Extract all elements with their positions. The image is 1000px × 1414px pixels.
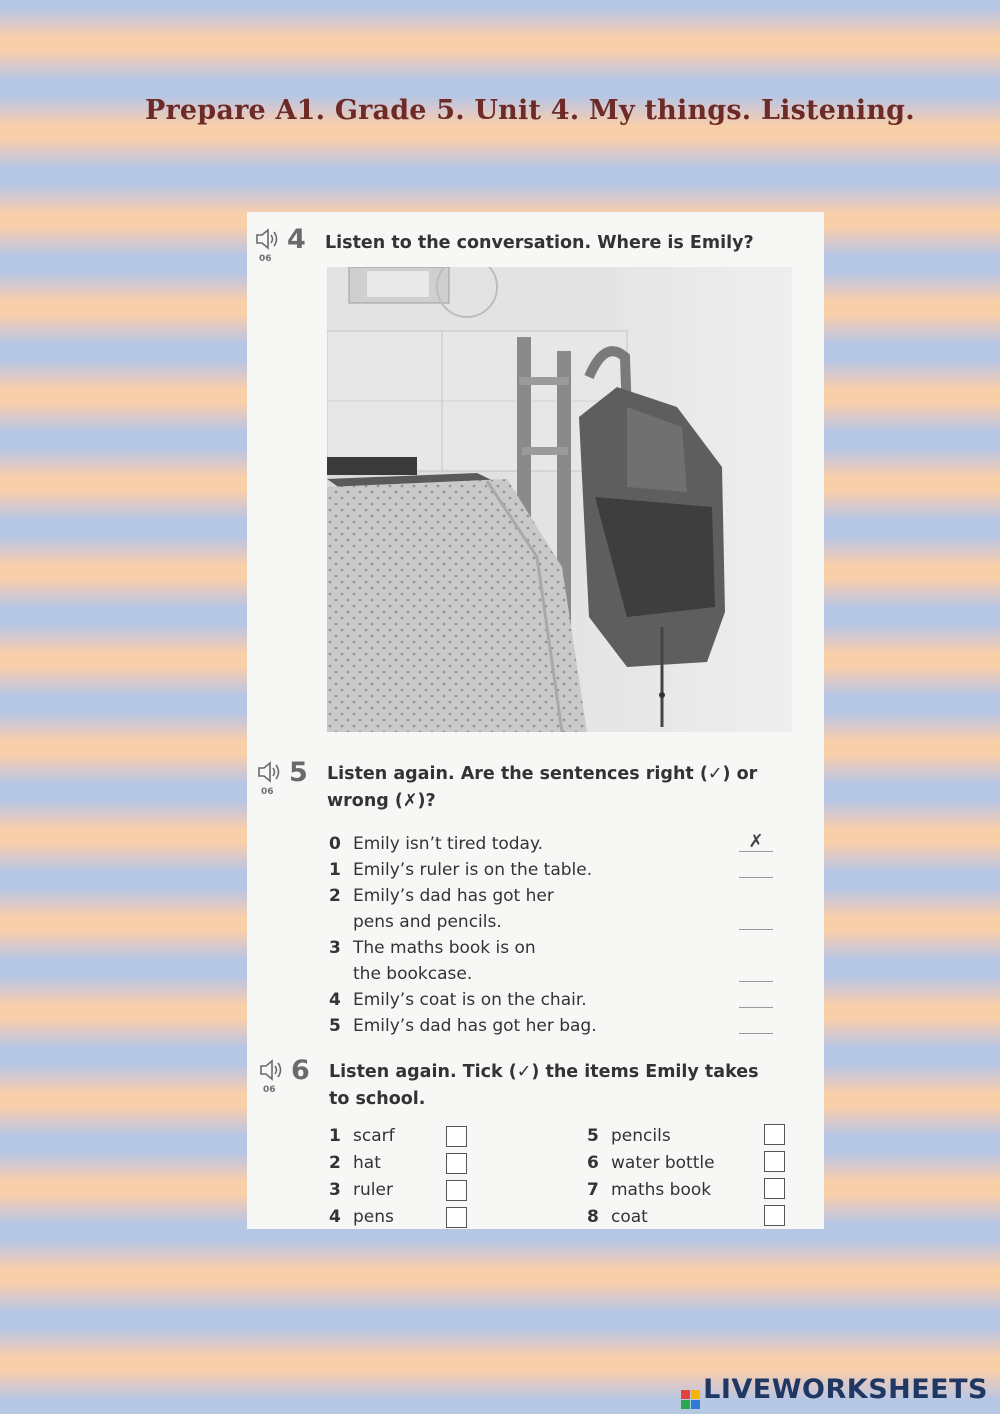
answer-blank[interactable] (739, 857, 773, 878)
list-item-continued: pens and pencils. (353, 912, 502, 932)
speaker-icon[interactable] (255, 228, 281, 262)
list-item: 1 Emily’s ruler is on the table. (329, 860, 593, 880)
list-item: 8 coat (587, 1207, 648, 1227)
speaker-icon[interactable] (259, 1059, 285, 1093)
track-number: 06 (263, 1085, 276, 1095)
exercise-number: 5 (289, 757, 308, 788)
logo-icon (681, 1390, 700, 1409)
checkbox[interactable] (446, 1153, 467, 1174)
checkbox[interactable] (764, 1151, 785, 1172)
exercise-number: 4 (287, 224, 306, 255)
answer-blank[interactable] (739, 1013, 773, 1034)
exercise-4-header (255, 224, 815, 264)
logo-text: LIVEWORKSHEETS (703, 1374, 988, 1405)
track-number: 06 (259, 254, 272, 264)
checkbox[interactable] (446, 1126, 467, 1147)
liveworksheets-logo[interactable] (681, 1374, 988, 1409)
speaker-icon[interactable] (257, 761, 283, 795)
list-item: 3 The maths book is on (329, 938, 536, 958)
worksheet-page (247, 212, 824, 1229)
exercise-instruction-line2: to school. (329, 1089, 426, 1109)
page-title: Prepare A1. Grade 5. Unit 4. My things. Listening. (145, 95, 915, 126)
list-item: 4 pens (329, 1207, 394, 1227)
list-item: 4 Emily’s coat is on the chair. (329, 990, 587, 1010)
checkbox[interactable] (446, 1207, 467, 1228)
answer-blank[interactable] (739, 987, 773, 1008)
list-item: 5 pencils (587, 1126, 671, 1146)
exercise-6-header (259, 1055, 819, 1119)
checkbox[interactable] (764, 1178, 785, 1199)
list-item: 2 Emily’s dad has got her (329, 886, 554, 906)
list-item: 6 water bottle (587, 1153, 715, 1173)
list-item: 3 ruler (329, 1180, 393, 1200)
answer-blank[interactable] (739, 909, 773, 930)
answer-blank[interactable]: ✗ (739, 831, 773, 852)
list-item: 7 maths book (587, 1180, 712, 1200)
list-item: 1 scarf (329, 1126, 395, 1146)
answer-blank[interactable] (739, 961, 773, 982)
exercise-instruction-line2: wrong (✗)? (327, 791, 436, 811)
exercise-instruction: Listen to the conversation. Where is Emily? (325, 233, 754, 253)
list-item: 0 Emily isn’t tired today. (329, 834, 544, 854)
track-number: 06 (261, 787, 274, 797)
exercise-instruction-line1: Listen again. Are the sentences right (✓) or (327, 764, 758, 784)
checkbox[interactable] (446, 1180, 467, 1201)
exercise-5-header (257, 757, 817, 821)
exercise-instruction-line1: Listen again. Tick (✓) the items Emily takes (329, 1062, 759, 1082)
exercise-number: 6 (291, 1055, 310, 1086)
checkbox[interactable] (764, 1124, 785, 1145)
list-item-continued: the bookcase. (353, 964, 473, 984)
list-item: 5 Emily’s dad has got her bag. (329, 1016, 597, 1036)
list-item: 2 hat (329, 1153, 381, 1173)
photo-backpack-on-chair (327, 267, 792, 732)
checkbox[interactable] (764, 1205, 785, 1226)
